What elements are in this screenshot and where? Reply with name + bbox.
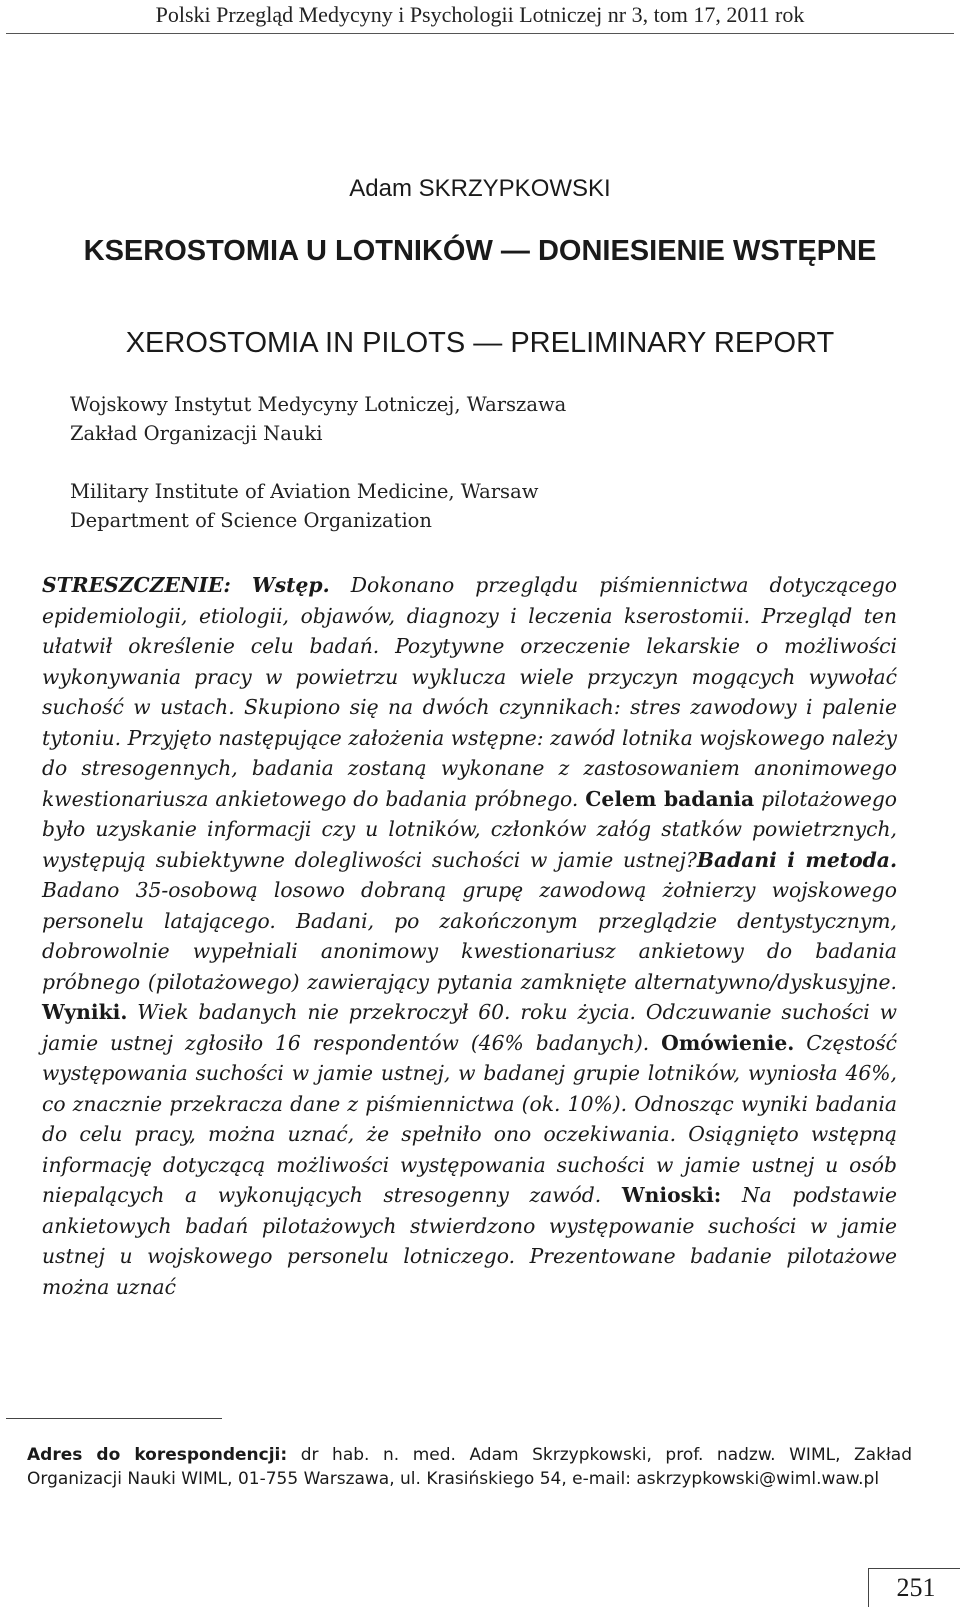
results-text: Wiek badanych nie przekroczył 60. roku życia. Odczuwanie suchości w jamie ustnej zgłosiło 16 respondentów (46% badanych). — [42, 1000, 897, 1055]
affiliation-polish-line2: Zakład Organizacji Nauki — [70, 422, 323, 445]
affiliation-english — [70, 477, 890, 535]
affiliation-english-line1: Military Institute of Aviation Medicine, Warsaw — [70, 480, 539, 503]
affiliation-polish — [70, 390, 890, 448]
abstract — [42, 570, 897, 1302]
conclusions-heading: Wnioski: — [621, 1183, 722, 1207]
correspondence-footnote — [27, 1443, 912, 1491]
footnote-rule — [6, 1418, 222, 1419]
discussion-text: Częstość występowania suchości w jamie ustnej, w badanej grupie lotników, wyniosła 46%, co znacznie przekracza dane z piśmiennictwa (ok. 10%). Odnosząc wyniki badania do celu pracy, można uznać, że spełniło ono oczekiwania. Osiągnięto wstępną informację dotyczącą możliwości występowania suchości w jamie ustnej u osób niepalących a wykonujących stresogenny zawód. — [42, 1030, 898, 1207]
conclusions-text: Na podstawie ankietowych badań pilotażowych stwierdzono występowanie suchości w jamie ustnej u wojskowego personelu lotniczego. Prezentowane badanie pilotażowe można uznać — [42, 1183, 897, 1299]
aim-text: pilotażowego było uzyskanie informacji czy u lotników, członków załóg statków powietrznych, występują subiektywne dolegliwości suchości w jamie ustnej? — [42, 786, 898, 872]
results-heading: Wyniki. — [42, 1000, 128, 1024]
title-english: XEROSTOMIA IN PILOTS — PRELIMINARY REPORT — [125, 327, 835, 359]
aim-heading: Celem badania — [585, 786, 755, 811]
abstract-label: STRESZCZENIE: — [42, 573, 231, 597]
method-text: Badano 35-osobową losowo dobraną grupę zawodową żołnierzy wojskowego personelu latającego. Badani, po zakończonym przeglądzie dentystycznym, dobrowolnie wypełniali anonimowy kwestionariusz ankietowy do badania próbnego (pilotażowego) zawierający pytania zamknięte alternatywno/dyskusyjne. — [42, 878, 897, 994]
intro-text: Dokonano przeglądu piśmiennictwa dotyczącego epidemiologii, etiologii, objawów, diagnozy i leczenia kserostomii. Przegląd ten ułatwił określenie celu badań. Pozytywne orzeczenie lekarskie o możliwości wykonywania pracy w powietrzu wyklucza wiele przyczyn mogących wywołać suchość w ustach. Skupiono się na dwóch czynnikach: stres zawodowy i palenie tytoniu. Przyjęto następujące założenia wstępne: zawód lotnika wojskowego należy do stresogennych, badania zostaną wykonane z zastosowaniem anonimowego kwestionariusza ankietowego do badania próbnego. — [42, 573, 897, 811]
affiliation-polish-line1: Wojskowy Instytut Medycyny Lotniczej, Warszawa — [70, 393, 567, 416]
intro-heading: Wstęp. — [251, 573, 330, 597]
author-name: Adam SKRZYPKOWSKI — [349, 175, 611, 202]
footnote-text: dr hab. n. med. Adam Skrzypkowski, prof. nadzw. WIML, Zakład Organizacji Nauki WIML, 01-755 Warszawa, ul. Krasińskiego 54, e-mail: askrzypkowski@wiml.waw.pl — [27, 1445, 912, 1489]
method-heading: Badani i metoda. — [696, 847, 898, 872]
page-number: 251 — [896, 1573, 936, 1602]
header-rule — [6, 33, 954, 34]
discussion-heading: Omówienie. — [661, 1030, 795, 1055]
footnote-label: Adres do korespondencji: — [27, 1445, 288, 1465]
title-polish: KSEROSTOMIA U LOTNIKÓW — DONIESIENIE WSTĘPNE — [83, 235, 877, 267]
journal-header: Polski Przegląd Medycyny i Psychologii Lotniczej nr 3, tom 17, 2011 rok — [155, 2, 805, 27]
affiliation-english-line2: Department of Science Organization — [70, 509, 432, 532]
